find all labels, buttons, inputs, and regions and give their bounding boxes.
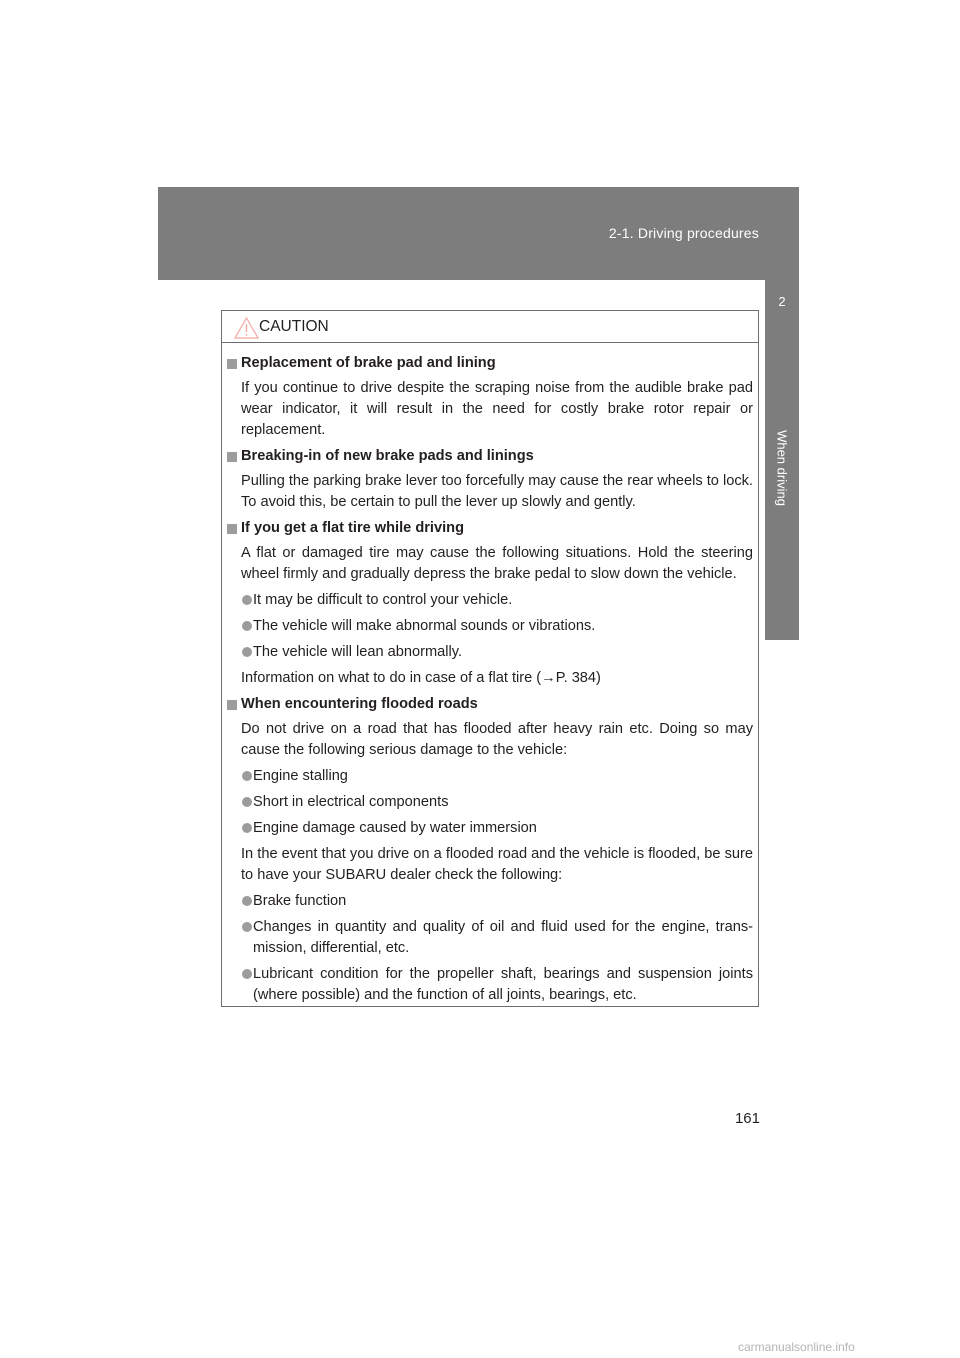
square-bullet-icon <box>227 700 237 710</box>
list-item-text: Changes in quantity and quality of oil and fluid used for the engine, trans-mission, differential, etc. <box>253 919 753 956</box>
section-heading <box>227 446 753 467</box>
list-item <box>227 616 753 637</box>
caution-header <box>222 311 758 343</box>
section-heading <box>227 353 753 374</box>
section-title: 2-1. Driving procedures <box>608 225 759 241</box>
list-item <box>227 818 753 839</box>
section-note: Information on what to do in case of a flat tire (→P. 384) <box>241 670 601 686</box>
list-item <box>227 964 753 1006</box>
caution-body <box>222 343 758 1006</box>
list-item <box>227 792 753 813</box>
round-bullet-icon <box>242 647 252 657</box>
watermark: carmanualsonline.info <box>738 1340 855 1354</box>
section-heading-text: Replacement of brake pad and lining <box>241 355 496 371</box>
list-item <box>227 642 753 663</box>
section-paragraph: Do not drive on a road that has flooded after heavy rain etc. Doing so may cause the following serious damage to the vehicle: <box>241 721 753 758</box>
list-item-text: It may be difficult to control your vehicle. <box>253 592 513 608</box>
round-bullet-icon <box>242 797 252 807</box>
section-note: In the event that you drive on a flooded road and the vehicle is flooded, be sure to have your SUBARU dealer check the following: <box>241 846 753 883</box>
list-item-text: Lubricant condition for the propeller shaft, bearings and suspension joints (where possible) and the function of all joints, bearings, etc. <box>253 966 753 1003</box>
section-paragraph: If you continue to drive despite the scraping noise from the audible brake pad wear indicator, it will result in the need for costly brake rotor repair or replacement. <box>241 380 753 438</box>
warning-triangle-icon <box>234 317 259 339</box>
square-bullet-icon <box>227 452 237 462</box>
list-item-text: The vehicle will lean abnormally. <box>253 644 463 660</box>
page-number: 161 <box>734 1110 760 1127</box>
list-item <box>227 917 753 959</box>
chapter-label: When driving <box>774 430 790 506</box>
list-item-text: Engine damage caused by water immersion <box>253 820 537 836</box>
section-heading-text: If you get a flat tire while driving <box>241 520 464 536</box>
section-paragraph: Pulling the parking brake lever too forcefully may cause the rear wheels to lock. To avoid this, be certain to pull the lever up slowly and gently. <box>241 473 753 510</box>
list-item-text: Engine stalling <box>253 768 348 784</box>
round-bullet-icon <box>242 771 252 781</box>
square-bullet-icon <box>227 359 237 369</box>
section-heading <box>227 518 753 539</box>
section-heading-text: When encountering flooded roads <box>241 696 478 712</box>
list-item-text: Short in electrical components <box>253 794 449 810</box>
chapter-number: 2 <box>778 294 786 309</box>
section-heading-text: Breaking-in of new brake pads and linings <box>241 448 534 464</box>
header-band <box>158 187 799 280</box>
round-bullet-icon <box>242 595 252 605</box>
list-item <box>227 891 753 912</box>
round-bullet-icon <box>242 823 252 833</box>
section-heading <box>227 694 753 715</box>
round-bullet-icon <box>242 896 252 906</box>
section-paragraph: A flat or damaged tire may cause the following situations. Hold the steering wheel firmly and gradually depress the brake pedal to slow down the vehicle. <box>241 545 753 582</box>
round-bullet-icon <box>242 621 252 631</box>
list-item-text: The vehicle will make abnormal sounds or vibrations. <box>253 618 596 634</box>
square-bullet-icon <box>227 524 237 534</box>
round-bullet-icon <box>242 922 252 932</box>
list-item <box>227 766 753 787</box>
list-item <box>227 590 753 611</box>
chapter-tab <box>765 268 799 640</box>
round-bullet-icon <box>242 969 252 979</box>
list-item-text: Brake function <box>253 893 347 909</box>
caution-title: CAUTION <box>259 318 329 335</box>
caution-box <box>221 310 759 1007</box>
